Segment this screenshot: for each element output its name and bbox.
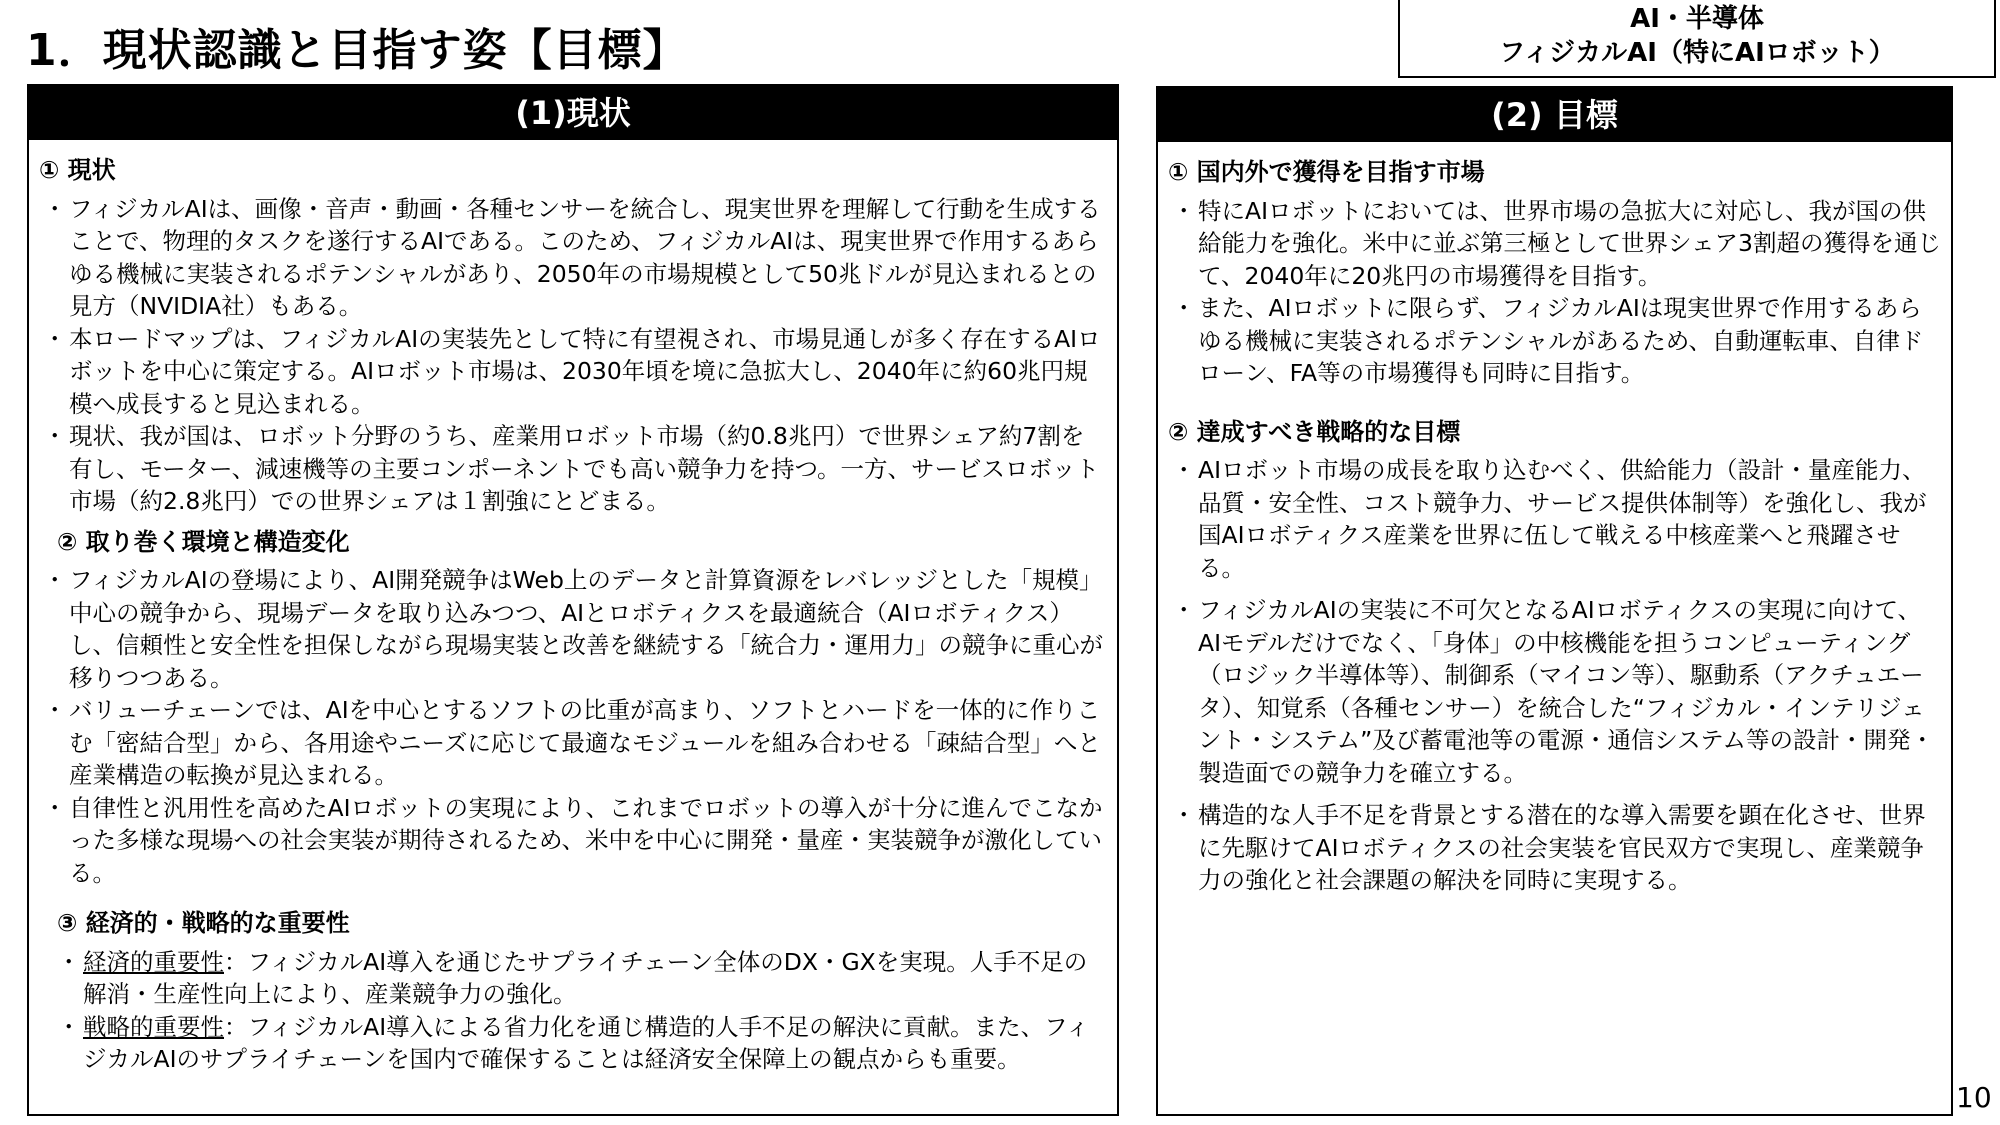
page-number: 10: [1956, 1081, 1992, 1114]
list-item: ・ AIロボット市場の成長を取り込むべく、供給能力（設計・量産能力、品質・安全性、コスト競争力、サービス提供体制等）を強化し、我が国AIロボティクス産業を世界に伍して戦える中核産業へと飛躍させる。: [1172, 456, 1927, 582]
list-item: ・ 自律性と汎用性を高めたAIロボットの実現により、これまでロボットの導入が十分に進んでこなかった多様な現場への社会実装が期待されるため、米中を中心に開発・量産・実装競争が激化している。: [43, 793, 1103, 887]
goals-body: [1158, 142, 1951, 897]
page-title: 1．現状認識と目指す姿【目標】: [26, 25, 688, 76]
current-status-body: [29, 140, 1117, 1076]
list-item: ・ フィジカルAIの実装に不可欠となるAIロボティクスの実現に向けて、AIモデルだけでなく、「身体」の中核機能を担うコンピューティング（ロジック半導体等）、制御系（マイコン等）、駆動系（アクチュエータ）、知覚系（各種センサー）を統合した“フィジカル・インテリジェント・システム”及び蓄電池等の電源・通信システム等の設計・開発・製造面での競争力を確立する。: [1172, 596, 1934, 787]
strategic-importance-label: 戦略的重要性: [83, 1012, 224, 1041]
list-item: ・ また、AIロボットに限らず、フィジカルAIは現実世界で作用するあらゆる機械に実装されるポテンシャルがあるため、自動運転車、自律ドローン、FA等の市場獲得も同時に目指す。: [1172, 294, 1924, 387]
section-current-title: ① 現状: [39, 156, 116, 184]
list-item: ・ 構造的な人手不足を背景とする潜在的な導入需要を顕在化させ、世界に先駆けてAIロボティクスの社会実装を官民双方で実現し、産業競争力の強化と社会課題の解決を同時に実現する。: [1172, 801, 1926, 894]
category-tag-line2: フィジカルAI（特にAIロボット）: [1499, 38, 1895, 68]
current-status-heading: (1)現状: [29, 86, 1117, 140]
section-environment-title: ② 取り巻く環境と構造変化: [57, 527, 350, 556]
section-market-title: ① 国内外で獲得を目指す市場: [1168, 158, 1485, 186]
section-strategic-goals-title: ② 達成すべき戦略的な目標: [1168, 417, 1461, 446]
economic-importance-label: 経済的重要性: [83, 947, 224, 976]
category-tag: [1398, 0, 1996, 78]
list-item: ・ 特にAIロボットにおいては、世界市場の急拡大に対応し、我が国の供給能力を強化。米中に並ぶ第三極として世界シェア3割超の獲得を通じて、2040年に20兆円の市場獲得を目指す。: [1172, 196, 1941, 290]
list-item-economic: ・ 経済的重要性：フィジカルAI導入を通じたサプライチェーン全体のDX・GXを実現。人手不足の解消・生産性向上により、産業競争力の強化。: [57, 947, 1088, 1008]
goals-panel: [1156, 86, 1953, 1116]
list-item: ・ フィジカルAIの登場により、AI開発競争はWeb上のデータと計算資源をレバレッジとした「規模」中心の競争から、現場データを取り込みつつ、AIとロボティクスを最適統合（AIロボティクス）し、信頼性と安全性を担保しながら現場実装と改善を継続する「統合力・運用力」の競争に重心が移りつつある。: [43, 566, 1103, 692]
list-item: ・ 本ロードマップは、フィジカルAIの実装先として特に有望視され、市場見通しが多く存在するAIロボットを中心に策定する。AIロボット市場は、2030年頃を境に急拡大し、2040年に約60兆円規模へ成長すると見込まれる。: [43, 324, 1101, 418]
list-item-strategic: ・ 戦略的重要性：フィジカルAI導入による省力化を通じ構造的人手不足の解決に貢献。また、フィジカルAIのサプライチェーンを国内で確保することは経済安全保障上の観点からも重要。: [57, 1012, 1090, 1073]
list-item: ・ フィジカルAIは、画像・音声・動画・各種センサーを統合し、現実世界を理解して行動を生成することで、物理的タスクを遂行するAIである。このため、フィジカルAIは、現実世界で作用するあらゆる機械に実装されるポテンシャルがあり、2050年の市場規模として50兆ドルが見込まれるとの見方（NVIDIA社）もある。: [43, 194, 1101, 320]
list-item: ・ バリューチェーンでは、AIを中心とするソフトの比重が高まり、ソフトとハードを一体的に作りこむ「密結合型」から、各用途やニーズに応じて最適なモジュールを組み合わせる「疎結合型」へと産業構造の転換が見込まれる。: [43, 696, 1101, 789]
goals-heading: (2) 目標: [1158, 88, 1951, 142]
current-status-panel: [27, 84, 1119, 1116]
section-importance-title: ③ 経済的・戦略的な重要性: [57, 909, 350, 937]
list-item: ・ 現状、我が国は、ロボット分野のうち、産業用ロボット市場（約0.8兆円）で世界シェア約7割を有し、モーター、減速機等の主要コンポーネントでも高い競争力を持つ。一方、サービスロボット市場（約2.8兆円）での世界シェアは１割強にとどまる。: [43, 422, 1100, 515]
category-tag-line1: AI・半導体: [1630, 4, 1764, 34]
